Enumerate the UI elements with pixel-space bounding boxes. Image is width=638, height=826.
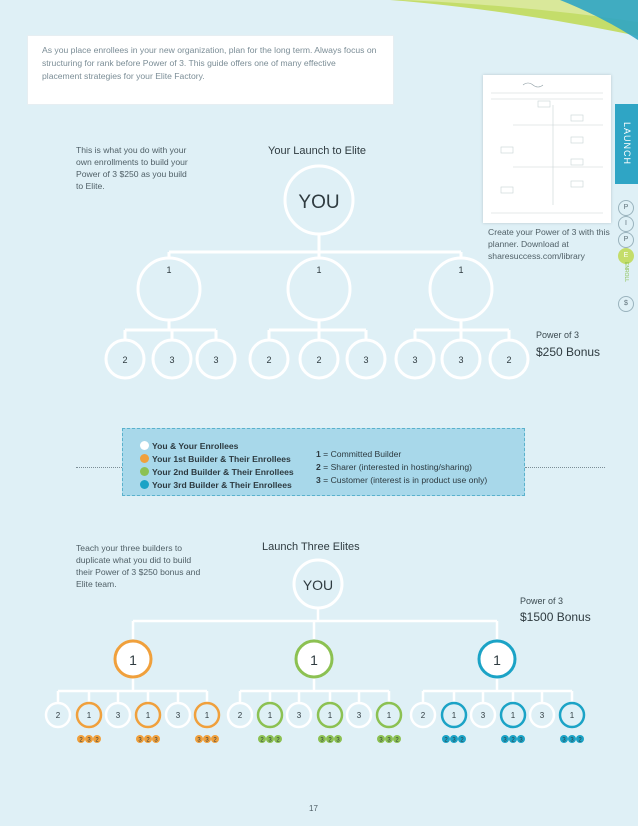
section1-side-text: This is what you do with your own enrollments to build your Power of 3 $250 as you build to Elite.	[76, 145, 188, 191]
builder-label: 1	[458, 265, 464, 275]
intro-text: As you place enrollees in your new organization, plan for the long term. Always focus on structuring for rank before Power of 3. This guide offers one of many effective placement strategies for your Elite Factory.	[42, 45, 377, 81]
legend-def-2	[316, 462, 472, 472]
sub-label: 3	[205, 737, 209, 744]
section1-title: Your Launch to Elite	[268, 145, 367, 157]
enrollee-label: 3	[169, 355, 175, 365]
enrollee-label: 2	[266, 355, 272, 365]
child-label: 3	[480, 711, 486, 720]
legend-label: Your 1st Builder & Their Enrollees	[152, 454, 291, 464]
launch-tree	[0, 160, 610, 400]
child-label: 1	[327, 711, 333, 720]
sub-label: 3	[387, 737, 391, 744]
builder-label-2: 1	[129, 652, 137, 668]
you-label: YOU	[298, 192, 340, 213]
sub-label: 2	[511, 737, 515, 744]
pipe-dollar-icon: $	[618, 296, 634, 312]
def-text: = Customer (interest is in product use only)	[323, 475, 488, 485]
child-label: 3	[115, 711, 121, 720]
elite-tree	[0, 555, 610, 755]
def-key: 1	[316, 449, 321, 459]
sub-label: 3	[379, 737, 383, 744]
child-label: 3	[539, 711, 545, 720]
sub-label: 3	[452, 737, 456, 744]
section2-bonus-label: Power of 3	[520, 596, 564, 606]
sub-label: 2	[260, 737, 264, 744]
child-label: 1	[386, 711, 392, 720]
page-number: 17	[309, 804, 318, 813]
enrollee-label: 3	[363, 355, 369, 365]
sub-label: 2	[395, 737, 399, 744]
enrollee-label: 3	[213, 355, 219, 365]
builder-label: 1	[166, 265, 172, 275]
builder-label: 1	[316, 265, 322, 275]
legend-right-line	[525, 467, 605, 468]
legend-label: You & Your Enrollees	[152, 441, 239, 451]
pipe-p2-icon: P	[618, 232, 634, 248]
builder-label-2: 1	[493, 652, 501, 668]
def-key: 3	[316, 475, 321, 485]
launch-tab[interactable]	[615, 104, 638, 184]
builder-label-2: 1	[310, 652, 318, 668]
legend-dot	[140, 441, 149, 450]
sub-label: 3	[197, 737, 201, 744]
child-label: 3	[175, 711, 181, 720]
enrollee-label: 3	[458, 355, 464, 365]
sub-label: 3	[503, 737, 507, 744]
header-swoosh	[0, 0, 638, 40]
pipe-e-icon: E	[618, 248, 634, 264]
def-text: = Sharer (interested in hosting/sharing)	[323, 462, 472, 472]
enrollee-label: 3	[412, 355, 418, 365]
enrollee-label: 2	[506, 355, 512, 365]
section2-bonus-value: $1500 Bonus	[520, 610, 591, 624]
legend-item-you	[140, 441, 238, 451]
sub-label: 2	[79, 737, 83, 744]
you-label-2: YOU	[302, 577, 334, 593]
legend-item-builder1	[140, 454, 291, 464]
pipe-p1-icon: P	[618, 200, 634, 216]
legend-def-1	[316, 449, 401, 459]
sub-label: 3	[562, 737, 566, 744]
sub-label: 3	[87, 737, 91, 744]
child-label: 2	[420, 711, 426, 720]
child-label: 2	[237, 711, 243, 720]
sub-label: 3	[336, 737, 340, 744]
legend-dot	[140, 467, 149, 476]
sub-label: 3	[154, 737, 158, 744]
legend-item-builder3	[140, 480, 292, 490]
child-label: 3	[356, 711, 362, 720]
sub-label: 3	[268, 737, 272, 744]
pipe-i-icon: I	[618, 216, 634, 232]
legend-dot	[140, 454, 149, 463]
def-text: = Committed Builder	[323, 449, 402, 459]
child-label: 1	[267, 711, 273, 720]
launch-tab-label: LAUNCH	[622, 122, 632, 166]
legend-item-builder2	[140, 467, 294, 477]
legend-def-3	[316, 475, 487, 485]
section1-bonus-label: Power of 3	[536, 330, 580, 340]
legend-label: Your 2nd Builder & Their Enrollees	[152, 467, 294, 477]
child-label: 3	[296, 711, 302, 720]
enroll-label: ENROLL	[623, 262, 629, 283]
sub-label: 3	[320, 737, 324, 744]
section1-bonus-value: $250 Bonus	[536, 345, 601, 359]
sub-label: 2	[578, 737, 582, 744]
legend-box	[122, 428, 525, 496]
legend-label: Your 3rd Builder & Their Enrollees	[152, 480, 292, 490]
sub-label: 2	[95, 737, 99, 744]
enrollee-label: 2	[122, 355, 128, 365]
enrollee-label: 2	[316, 355, 322, 365]
section2-side-text: Teach your three builders to duplicate what you did to build their Power of 3 $250 bonus and Elite team.	[76, 543, 201, 589]
child-label: 1	[145, 711, 151, 720]
sub-label: 2	[444, 737, 448, 744]
planner-caption: Create your Power of 3 with this planner. Download at sharesuccess.com/library	[488, 227, 610, 261]
sub-label: 3	[519, 737, 523, 744]
child-label: 2	[55, 711, 61, 720]
child-label: 1	[569, 711, 575, 720]
def-key: 2	[316, 462, 321, 472]
sub-label: 3	[570, 737, 574, 744]
child-label: 1	[451, 711, 457, 720]
sub-label: 2	[276, 737, 280, 744]
child-label: 1	[510, 711, 516, 720]
child-label: 1	[204, 711, 210, 720]
section2-title: Launch Three Elites	[262, 541, 360, 553]
sub-label: 2	[146, 737, 150, 744]
legend-dot	[140, 480, 149, 489]
intro-box	[28, 36, 393, 104]
child-label: 1	[86, 711, 92, 720]
sub-label: 2	[328, 737, 332, 744]
sub-label: 3	[138, 737, 142, 744]
sub-label: 2	[460, 737, 464, 744]
sub-label: 2	[213, 737, 217, 744]
legend-left-line	[76, 467, 122, 468]
